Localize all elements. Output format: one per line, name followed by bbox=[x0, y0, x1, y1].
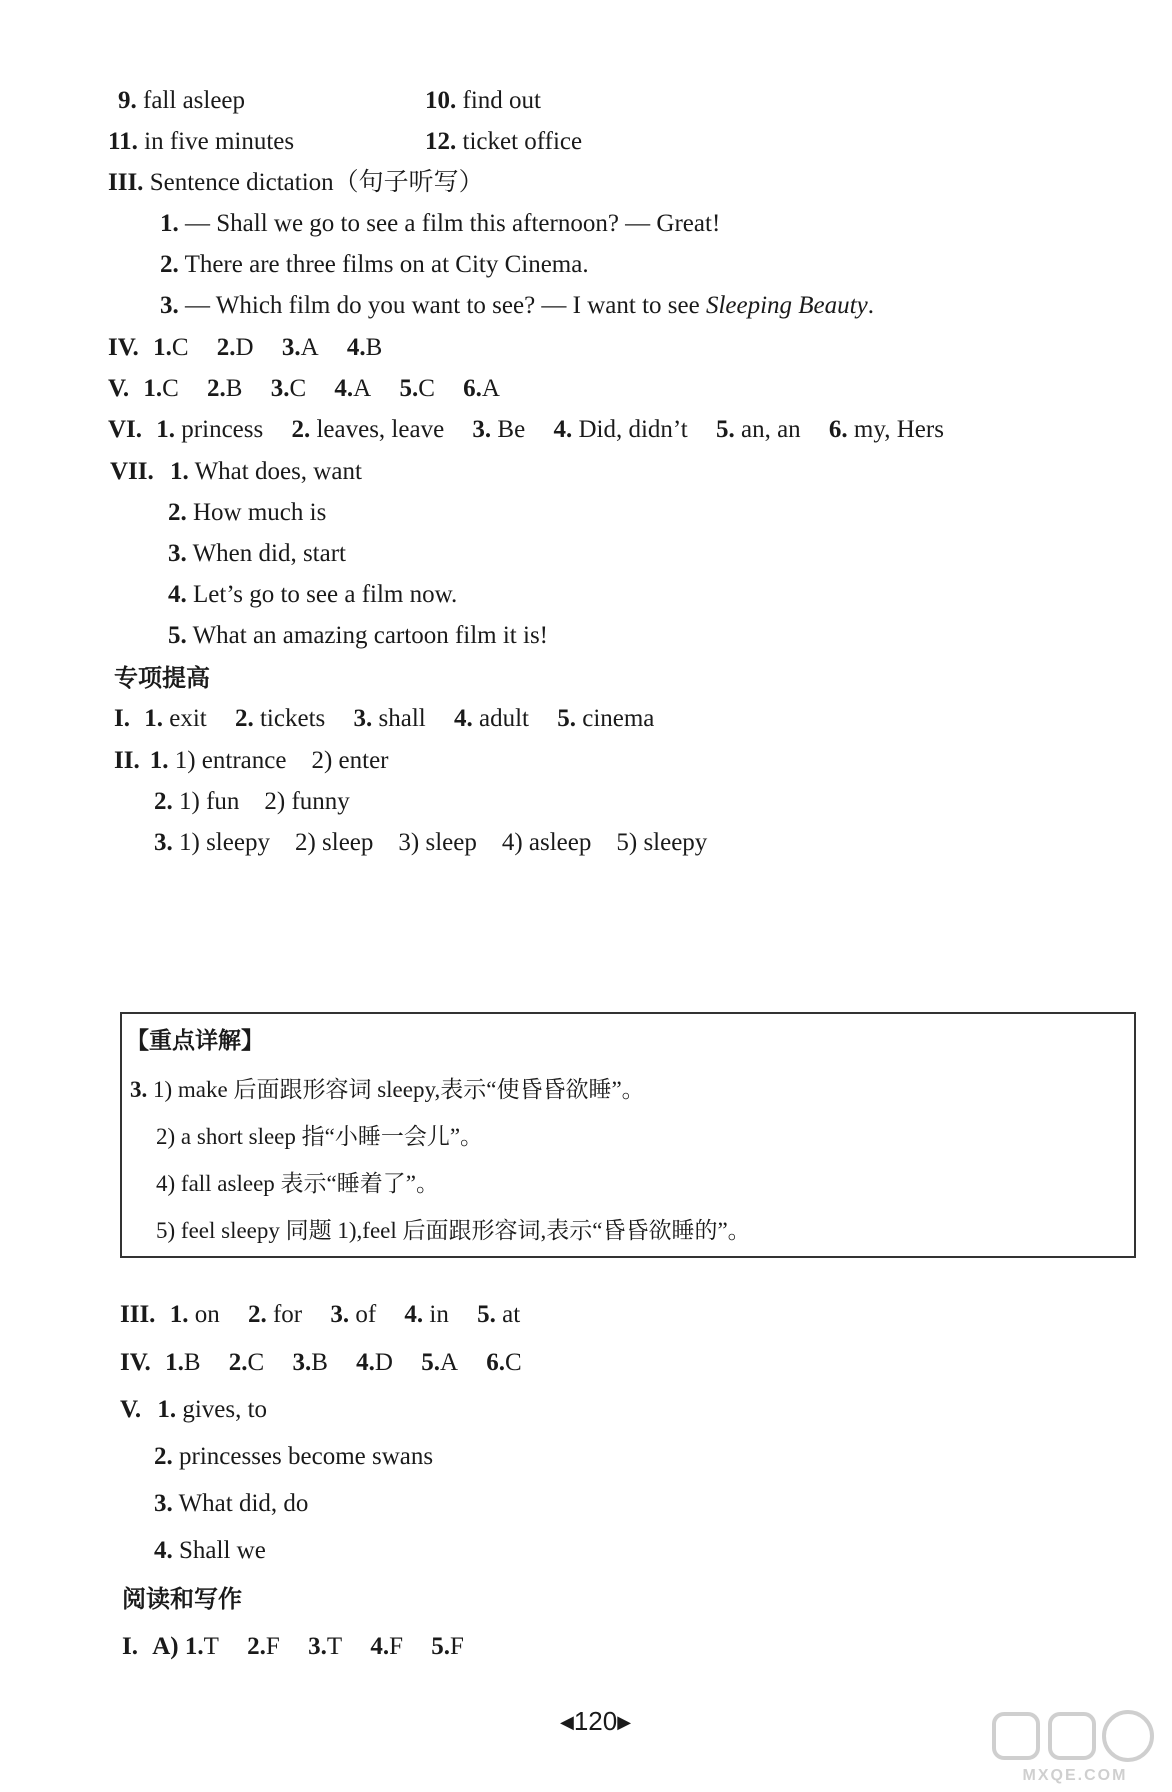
item-number: 2. bbox=[207, 375, 226, 402]
item-number: 1. bbox=[160, 210, 179, 237]
answer-item bbox=[170, 1300, 220, 1330]
answer-row-11 bbox=[108, 127, 294, 157]
item-number: 2. bbox=[291, 416, 311, 443]
reading-section-1-row bbox=[122, 1632, 464, 1662]
answer-item bbox=[153, 333, 188, 363]
answer-row-9-10 bbox=[118, 86, 245, 116]
item-number: 5. bbox=[431, 1633, 450, 1660]
item-number: 3. bbox=[353, 705, 373, 732]
heading-reading-writing: 阅读和写作 bbox=[122, 1585, 242, 1613]
answer-text: A bbox=[481, 375, 500, 402]
answer-text: adult bbox=[478, 705, 529, 732]
answer-item bbox=[486, 1348, 521, 1378]
item-number: 10. bbox=[425, 87, 457, 114]
item-number: 3. bbox=[330, 1301, 350, 1328]
answer-item bbox=[370, 1632, 403, 1662]
answer-text: C bbox=[289, 375, 307, 402]
answer-item bbox=[292, 1348, 327, 1378]
section-7-line-1 bbox=[110, 457, 362, 487]
heading-special-improvement: 专项提高 bbox=[114, 664, 210, 692]
item-number: 4. bbox=[154, 1537, 173, 1564]
item-number: 2. bbox=[247, 1301, 267, 1328]
item-number: 3. bbox=[270, 375, 290, 402]
answer-text: princess bbox=[181, 416, 264, 443]
answer-text: C bbox=[247, 1349, 265, 1376]
answer-item bbox=[207, 374, 242, 404]
item-number: 5. bbox=[421, 1349, 440, 1376]
answer-text: tickets bbox=[259, 705, 326, 732]
answer-text: Did, didn’t bbox=[578, 416, 688, 443]
answer-text: shall bbox=[378, 705, 426, 732]
answer-text: What did, do bbox=[178, 1490, 309, 1517]
answer-item bbox=[557, 704, 654, 734]
svg-text:MXQE.COM: MXQE.COM bbox=[1022, 1767, 1128, 1784]
item-number: 11. bbox=[108, 128, 138, 155]
answer-text: 1) fun 2) funny bbox=[179, 788, 350, 815]
section-title: Sentence dictation（句子听写） bbox=[149, 169, 484, 196]
answer-text: T bbox=[203, 1633, 219, 1660]
answer-item bbox=[282, 333, 319, 363]
answer-text: What does, want bbox=[194, 458, 362, 485]
answer-text: Let’s go to see a film now. bbox=[193, 581, 458, 608]
item-number: 2. bbox=[228, 1349, 248, 1376]
section-7-line-3 bbox=[168, 539, 346, 569]
answer-text: an, an bbox=[740, 416, 801, 443]
special-section-2-line-3 bbox=[154, 828, 707, 858]
item-number: 4. bbox=[553, 416, 573, 443]
answer-text: Be bbox=[497, 416, 526, 443]
answer-text: There are three films on at City Cinema. bbox=[184, 251, 589, 278]
section-number: I. bbox=[114, 705, 130, 732]
answer-item bbox=[404, 1300, 448, 1330]
answer-text: Shall we bbox=[179, 1537, 266, 1564]
answer-text: ticket office bbox=[462, 128, 583, 155]
answer-text: gives, to bbox=[182, 1396, 268, 1423]
item-number: 1. bbox=[157, 1396, 177, 1423]
answer-text: cinema bbox=[582, 705, 655, 732]
answer-item bbox=[291, 415, 444, 445]
answer-text: of bbox=[355, 1301, 377, 1328]
answer-text: A bbox=[353, 375, 372, 402]
section-number: V. bbox=[108, 375, 130, 402]
special-section-5-line-4 bbox=[154, 1536, 266, 1566]
item-number: 4. bbox=[370, 1633, 390, 1660]
answer-text: C bbox=[418, 375, 435, 402]
answer-item bbox=[431, 1632, 464, 1662]
section-4-row bbox=[108, 333, 382, 363]
answer-text: B bbox=[311, 1349, 328, 1376]
special-section-5-line-1 bbox=[120, 1395, 267, 1425]
answer-item bbox=[421, 1348, 458, 1378]
answer-text: princesses become swans bbox=[179, 1443, 434, 1470]
answer-text: in five minutes bbox=[144, 128, 295, 155]
item-number: 1. bbox=[165, 1349, 184, 1376]
answer-item bbox=[235, 704, 325, 734]
item-number: 2. bbox=[154, 1443, 173, 1470]
section-number: III. bbox=[120, 1301, 156, 1328]
answer-item bbox=[217, 333, 254, 363]
item-number: 6. bbox=[828, 416, 848, 443]
section-number: I. bbox=[122, 1633, 138, 1660]
item-number: 3. bbox=[281, 334, 301, 361]
answer-text: B bbox=[183, 1349, 201, 1376]
section-7-line-4 bbox=[168, 580, 457, 610]
right-triangle-icon: ▶ bbox=[617, 1712, 632, 1732]
answer-text: 1) sleepy 2) sleep 3) sleep 4) asleep 5) sleepy bbox=[179, 829, 708, 856]
answer-item bbox=[330, 1300, 376, 1330]
item-number: 12. bbox=[425, 128, 457, 155]
dictation-line-2 bbox=[160, 250, 589, 280]
answer-item bbox=[143, 374, 178, 404]
answer-item bbox=[247, 1632, 280, 1662]
answer-item bbox=[354, 704, 426, 734]
item-number: 2. bbox=[154, 788, 173, 815]
film-title: Sleeping Beauty bbox=[705, 292, 868, 319]
item-number: 4. bbox=[356, 1349, 375, 1376]
watermark-logo bbox=[990, 1708, 1160, 1788]
item-number: 2. bbox=[247, 1633, 266, 1660]
answer-item bbox=[229, 1348, 264, 1378]
key-points-line-2: 2) a short sleep 指“小睡一会儿”。 bbox=[156, 1124, 484, 1149]
answer-text: F bbox=[389, 1633, 403, 1660]
item-number: 3. bbox=[308, 1633, 327, 1660]
item-number: 2. bbox=[234, 705, 254, 732]
item-number: 6. bbox=[486, 1349, 505, 1376]
item-number: 3. bbox=[154, 1490, 173, 1517]
special-section-2-line-1 bbox=[114, 746, 389, 776]
answer-row-12 bbox=[425, 127, 582, 157]
answer-item bbox=[165, 1348, 200, 1378]
section-number: VII. bbox=[110, 458, 154, 485]
answer-item bbox=[356, 1348, 393, 1378]
answer-text: C bbox=[162, 375, 179, 402]
answer-text: What an amazing cartoon film it is! bbox=[192, 622, 548, 649]
answer-item bbox=[156, 415, 263, 445]
item-number: 1. bbox=[143, 375, 163, 402]
answer-item bbox=[334, 374, 371, 404]
item-number: 1. bbox=[170, 458, 189, 485]
answer-text: A bbox=[300, 334, 319, 361]
left-triangle-icon: ◀ bbox=[560, 1712, 574, 1732]
item-number: 3. bbox=[292, 1349, 312, 1376]
answer-item bbox=[144, 704, 207, 734]
section-number: V. bbox=[120, 1396, 142, 1423]
section-number: VI. bbox=[108, 416, 143, 443]
special-section-5-line-3 bbox=[154, 1489, 308, 1519]
answer-text: fall asleep bbox=[143, 87, 246, 114]
answer-text: leaves, leave bbox=[316, 416, 445, 443]
item-number: 2. bbox=[216, 334, 236, 361]
answer-text: exit bbox=[169, 705, 207, 732]
answer-item bbox=[463, 374, 500, 404]
item-number: 4. bbox=[346, 334, 366, 361]
item-number: 5. bbox=[477, 1301, 496, 1328]
answer-text: F bbox=[265, 1633, 280, 1660]
item-number: 4. bbox=[404, 1301, 424, 1328]
section-number: IV. bbox=[108, 334, 139, 361]
answer-text: at bbox=[502, 1301, 521, 1328]
section-7-line-5 bbox=[168, 621, 548, 651]
answer-text: F bbox=[450, 1633, 464, 1660]
answer-text: in bbox=[429, 1301, 449, 1328]
answer-item bbox=[477, 1300, 520, 1330]
answer-text: D bbox=[235, 334, 254, 361]
section-number: IV. bbox=[120, 1349, 151, 1376]
answer-text: T bbox=[326, 1633, 343, 1660]
item-number: 2. bbox=[168, 499, 187, 526]
item-number: 1. bbox=[169, 1301, 189, 1328]
special-section-3-row bbox=[120, 1300, 520, 1330]
answer-text: my, Hers bbox=[853, 416, 944, 443]
page-number bbox=[560, 1706, 631, 1737]
special-section-1-row bbox=[114, 704, 654, 734]
section-5-row bbox=[108, 374, 500, 404]
answer-text: C bbox=[505, 1349, 522, 1376]
section-3-heading bbox=[108, 168, 484, 198]
key-points-line-3: 4) fall asleep 表示“睡着了”。 bbox=[156, 1171, 439, 1196]
answer-text: D bbox=[374, 1349, 393, 1376]
answer-text: — Which film do you want to see? — I want to see bbox=[185, 292, 706, 319]
answer-text: for bbox=[272, 1301, 303, 1328]
section-number: III. bbox=[108, 169, 144, 196]
item-number: 6. bbox=[463, 375, 482, 402]
answer-item bbox=[248, 1300, 302, 1330]
key-points-title: 【重点详解】 bbox=[126, 1028, 264, 1054]
answer-text: 1) entrance 2) enter bbox=[174, 747, 389, 774]
key-points-line-1 bbox=[130, 1075, 645, 1105]
answer-item bbox=[271, 374, 306, 404]
answer-item bbox=[308, 1632, 342, 1662]
item-number: 5. bbox=[715, 416, 735, 443]
section-6-row bbox=[108, 415, 944, 445]
answer-item bbox=[553, 415, 687, 445]
answer-text: B bbox=[365, 334, 383, 361]
special-section-4-row bbox=[120, 1348, 522, 1378]
item-number: 5. bbox=[557, 705, 576, 732]
answer-text: on bbox=[194, 1301, 220, 1328]
answer-item bbox=[347, 333, 382, 363]
section-7-line-2 bbox=[168, 498, 326, 528]
special-section-5-line-2 bbox=[154, 1442, 433, 1472]
answer-text: How much is bbox=[193, 499, 327, 526]
item-number: 9. bbox=[118, 87, 137, 114]
item-number: 3. bbox=[160, 292, 179, 319]
answer-item bbox=[399, 374, 434, 404]
answer-text: find out bbox=[462, 87, 541, 114]
section-number: II. bbox=[114, 747, 140, 774]
item-number: 3. bbox=[130, 1077, 148, 1102]
item-number: 1. bbox=[144, 705, 163, 732]
answer-item bbox=[185, 1632, 219, 1662]
note-text: 1) make 后面跟形容词 sleepy,表示“使昏昏欲睡”。 bbox=[153, 1077, 645, 1102]
item-number: 4. bbox=[168, 581, 187, 608]
answer-item bbox=[716, 415, 801, 445]
item-number: 1. bbox=[184, 1633, 204, 1660]
part-label: A) bbox=[152, 1633, 179, 1660]
item-number: 3. bbox=[168, 540, 187, 567]
item-number: 2. bbox=[160, 251, 179, 278]
item-number: 1. bbox=[156, 416, 176, 443]
item-number: 4. bbox=[453, 705, 473, 732]
dictation-line-3 bbox=[160, 291, 874, 321]
special-section-2-line-2 bbox=[154, 787, 350, 817]
item-number: 1. bbox=[153, 334, 172, 361]
answer-text: A bbox=[439, 1349, 458, 1376]
answer-text: C bbox=[171, 334, 189, 361]
item-number: 5. bbox=[399, 375, 419, 402]
key-points-line-4: 5) feel sleepy 同题 1),feel 后面跟形容词,表示“昏昏欲睡的”。 bbox=[156, 1218, 751, 1243]
item-number: 3. bbox=[154, 829, 173, 856]
item-number: 3. bbox=[472, 416, 492, 443]
answer-row-10 bbox=[425, 86, 541, 116]
answer-item bbox=[829, 415, 944, 445]
answer-text: When did, start bbox=[192, 540, 346, 567]
answer-text: — Shall we go to see a film this afternoon? — Great! bbox=[185, 210, 721, 237]
item-number: 1. bbox=[149, 747, 169, 774]
page-number-text: 120 bbox=[573, 1706, 618, 1736]
answer-text-end: . bbox=[867, 292, 874, 319]
item-number: 5. bbox=[168, 622, 187, 649]
dictation-line-1 bbox=[160, 209, 720, 239]
answer-text: B bbox=[225, 375, 243, 402]
answer-item bbox=[472, 415, 525, 445]
answer-item bbox=[454, 704, 529, 734]
item-number: 4. bbox=[334, 375, 354, 402]
